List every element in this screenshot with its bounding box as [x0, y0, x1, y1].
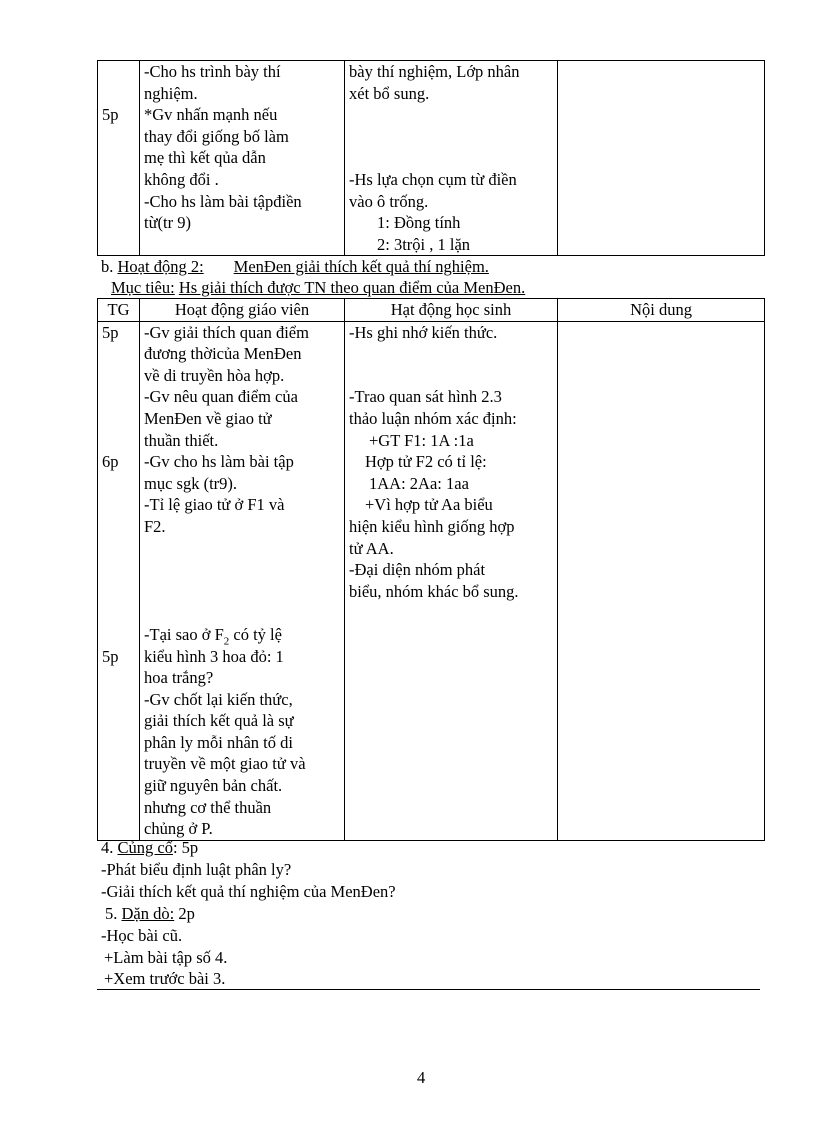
table-header-row: [98, 299, 765, 322]
text-line: -Gv chốt lại kiến thức,: [144, 689, 293, 709]
section-prefix: b.: [101, 257, 114, 276]
header-time: TG: [98, 299, 140, 322]
review-item: -Giải thích kết quả thí nghiệm của MenĐen?: [101, 882, 396, 901]
content-cell: [558, 321, 765, 840]
text-line: mẹ thì kết qủa dẫn: [144, 148, 266, 168]
text-line: -Gv nêu quan điểm của: [144, 387, 298, 407]
time-cell: [98, 321, 140, 840]
header-teacher: Hoạt động giáo viên: [140, 299, 345, 322]
text-line: 1: Đồng tính: [377, 213, 461, 233]
activity-table-1: [97, 60, 765, 256]
header-content: Nội dung: [558, 299, 765, 322]
text-line: F2.: [144, 516, 166, 536]
text-line: về di truyền hòa hợp.: [144, 365, 285, 385]
section-b-heading: [101, 256, 489, 278]
section-b-goal: [101, 277, 525, 299]
subscript: 2: [223, 635, 230, 648]
text-line: tử AA.: [349, 538, 394, 558]
student-activity-cell: [345, 321, 558, 840]
text-line: truyền về một giao tử và: [144, 754, 306, 774]
section-label: Dặn dò:: [121, 904, 175, 923]
text-line: biểu, nhóm khác bổ sung.: [349, 581, 519, 601]
teacher-activity-cell: [140, 321, 345, 840]
section-4-heading: [101, 837, 198, 859]
header-student: Hạt động học sinh: [345, 299, 558, 322]
text-line: 1AA: 2Aa: 1aa: [369, 473, 469, 493]
section-prefix: 4.: [101, 838, 114, 857]
student-activity-cell: [345, 61, 558, 256]
homework-item: +Xem trước bài 3.: [104, 969, 226, 988]
time-value: 5p: [102, 322, 119, 342]
text-line: -Trao quan sát hình 2.3: [349, 387, 502, 407]
text-line: thuần thiết.: [144, 430, 219, 450]
text-line: không đổi .: [144, 169, 219, 189]
content-cell: [558, 61, 765, 256]
text-line: -Cho hs làm bài tậpđiền: [144, 191, 302, 211]
text-line: hiện kiểu hình giống hợp: [349, 516, 515, 536]
text-line: -Cho hs trình bày thí: [144, 62, 281, 81]
text-line: nhưng cơ thể thuần: [144, 797, 272, 817]
teacher-activity-cell: [140, 61, 345, 256]
text-line: chủng ở P.: [144, 819, 213, 839]
text-line: 2: 3trội , 1 lặn: [377, 234, 471, 254]
section-suffix: : 5p: [172, 838, 199, 857]
question-text: có tỷ lệ: [229, 624, 282, 644]
text-line: -Gv giải thích quan điểm: [144, 322, 309, 342]
time-value: 5p: [102, 105, 119, 125]
text-line: bày thí nghiệm, Lớp nhân: [349, 62, 520, 81]
text-line-question: [144, 624, 340, 646]
page-number: 4: [417, 1068, 426, 1087]
text-line: hoa trắng?: [144, 668, 214, 688]
text-line: -Tỉ lệ giao tử ở F1 và: [144, 495, 285, 515]
text-line: nghiệm.: [144, 83, 198, 103]
time-value: 5p: [102, 646, 119, 666]
homework-item: +Làm bài tập số 4.: [104, 948, 228, 967]
time-cell: [98, 61, 140, 256]
section-suffix: 2p: [174, 904, 195, 923]
homework-item: -Học bài cũ.: [101, 926, 183, 945]
text-line: -Hs ghi nhớ kiến thức.: [349, 322, 498, 342]
text-line: thay đổi giống bố làm: [144, 126, 289, 146]
section-label: Củng cố: [117, 838, 173, 857]
text-line: vào ô trống.: [349, 191, 429, 211]
text-line: mục sgk (tr9).: [144, 473, 238, 493]
section-title: MenĐen giải thích kết quả thí nghiệm.: [233, 257, 489, 276]
text-line: -Gv cho hs làm bài tập: [144, 452, 294, 472]
section-5-heading: [105, 903, 195, 925]
text-line: đương thờicủa MenĐen: [144, 344, 302, 364]
text-line: +Vì hợp tử Aa biểu: [365, 495, 493, 515]
text-line: *Gv nhấn mạnh nếu: [144, 105, 278, 125]
text-line: thảo luận nhóm xác định:: [349, 408, 517, 428]
goal-label: Mục tiêu:: [111, 278, 175, 297]
text-line: -Hs lựa chọn cụm từ điền: [349, 169, 517, 189]
activity-table-2: [97, 298, 765, 841]
text-line: +GT F1: 1A :1a: [369, 430, 474, 450]
goal-text: Hs giải thích được TN theo quan điểm của MenĐen.: [178, 278, 526, 297]
text-line: MenĐen về giao tử: [144, 408, 272, 428]
text-line: kiểu hình 3 hoa đỏ: 1: [144, 646, 284, 666]
text-line: phân ly mỗi nhân tố di: [144, 732, 293, 752]
text-line: -Đại diện nhóm phát: [349, 560, 486, 580]
text-line: Hợp tử F2 có tỉ lệ:: [365, 452, 487, 472]
text-line: giữ nguyên bản chất.: [144, 776, 283, 796]
section-prefix: 5.: [105, 904, 118, 923]
section-label: Hoạt động 2:: [117, 257, 204, 276]
divider-line: [97, 989, 760, 990]
text-line: xét bổ sung.: [349, 83, 430, 103]
text-line: giải thích kết quả là sự: [144, 711, 294, 731]
text-line: từ(tr 9): [144, 213, 191, 233]
review-item: -Phát biểu định luật phân ly?: [101, 860, 292, 879]
time-value: 6p: [102, 452, 119, 472]
question-text: -Tại sao ở F: [144, 624, 224, 644]
